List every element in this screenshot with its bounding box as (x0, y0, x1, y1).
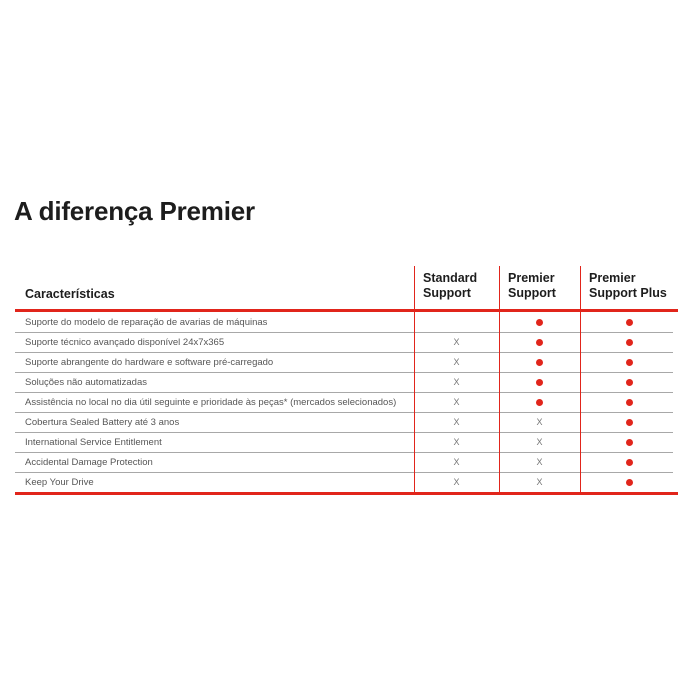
cell-premier-support (499, 339, 580, 346)
feature-label: Cobertura Sealed Battery até 3 anos (25, 416, 180, 428)
feature-label: Accidental Damage Protection (25, 456, 153, 468)
included-dot-icon (536, 379, 543, 386)
feature-label: Soluções não automatizadas (25, 376, 147, 388)
feature-label: Suporte do modelo de reparação de avarias de máquinas (25, 316, 268, 328)
column-header-line: Premier (589, 271, 636, 285)
feature-label: Suporte abrangente do hardware e software pré-carregado (25, 356, 274, 368)
x-marker: X (453, 337, 460, 347)
table-row (15, 332, 678, 352)
cell-premier-support-plus (580, 339, 678, 346)
included-dot-icon (626, 459, 633, 466)
feature-label: Assistência no local no dia útil seguinte e prioridade às peças* (mercados selecionados) (25, 396, 397, 408)
cell-standard-support (414, 337, 499, 347)
table-row (15, 412, 678, 432)
column-header-standard-support (414, 271, 499, 309)
cell-premier-support (499, 359, 580, 366)
cell-premier-support-plus (580, 419, 678, 426)
cell-premier-support-plus (580, 479, 678, 486)
included-dot-icon (626, 419, 633, 426)
cell-premier-support-plus (580, 399, 678, 406)
table-row (15, 392, 678, 412)
feature-label: Suporte técnico avançado disponível 24x7x365 (25, 336, 225, 348)
column-header-line: Premier (508, 271, 555, 285)
cell-premier-support-plus (580, 459, 678, 466)
column-header-line: Support (508, 286, 556, 300)
table-row (15, 352, 678, 372)
table-bottom-rule (15, 492, 678, 495)
included-dot-icon (626, 379, 633, 386)
x-marker: X (453, 457, 460, 467)
cell-premier-support (499, 399, 580, 406)
cell-premier-support (499, 457, 580, 467)
table-body (15, 312, 678, 492)
comparison-table (15, 264, 678, 495)
page-title: A diferença Premier (14, 196, 255, 226)
x-marker: X (453, 417, 460, 427)
column-header-premier-support-plus (580, 271, 678, 309)
cell-premier-support (499, 477, 580, 487)
cell-standard-support (414, 437, 499, 447)
cell-premier-support-plus (580, 359, 678, 366)
x-marker: X (536, 477, 543, 487)
feature-label: International Service Entitlement (25, 436, 162, 448)
cell-standard-support (414, 417, 499, 427)
included-dot-icon (536, 319, 543, 326)
included-dot-icon (536, 339, 543, 346)
cell-premier-support (499, 437, 580, 447)
included-dot-icon (626, 339, 633, 346)
cell-premier-support (499, 379, 580, 386)
feature-column-header: Características (25, 287, 115, 301)
x-marker: X (536, 457, 543, 467)
column-header-line: Standard (423, 271, 478, 285)
included-dot-icon (626, 399, 633, 406)
x-marker: X (453, 357, 460, 367)
included-dot-icon (536, 359, 543, 366)
included-dot-icon (626, 439, 633, 446)
table-row (15, 312, 678, 332)
x-marker: X (536, 437, 543, 447)
x-marker: X (536, 417, 543, 427)
column-divider-line (580, 266, 581, 495)
x-marker: X (453, 477, 460, 487)
x-marker: X (453, 437, 460, 447)
table-row (15, 432, 678, 452)
feature-label: Keep Your Drive (25, 476, 94, 488)
column-header-premier-support (499, 271, 580, 309)
x-marker: X (453, 397, 460, 407)
cell-standard-support (414, 377, 499, 387)
table-row (15, 372, 678, 392)
column-divider-line (414, 266, 415, 495)
included-dot-icon (626, 359, 633, 366)
cell-premier-support-plus (580, 439, 678, 446)
cell-premier-support-plus (580, 379, 678, 386)
cell-standard-support (414, 397, 499, 407)
column-header-line: Support (423, 286, 471, 300)
cell-premier-support (499, 319, 580, 326)
included-dot-icon (626, 479, 633, 486)
table-row (15, 472, 678, 492)
column-divider-line (499, 266, 500, 495)
included-dot-icon (626, 319, 633, 326)
x-marker: X (453, 377, 460, 387)
cell-premier-support (499, 417, 580, 427)
cell-premier-support-plus (580, 319, 678, 326)
cell-standard-support (414, 477, 499, 487)
cell-standard-support (414, 457, 499, 467)
cell-standard-support (414, 357, 499, 367)
table-row (15, 452, 678, 472)
column-header-line: Support Plus (589, 286, 667, 300)
included-dot-icon (536, 399, 543, 406)
table-header-row (15, 264, 678, 309)
